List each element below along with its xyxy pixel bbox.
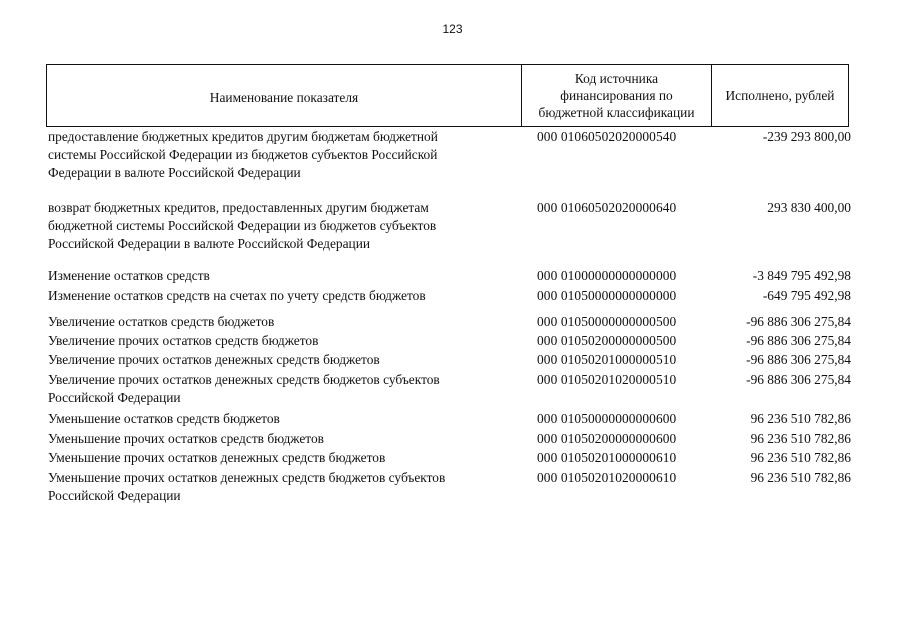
row-code: 000 01050200000000500 [537, 333, 677, 348]
row-name [48, 332, 526, 350]
row-amount: -3 849 795 492,98 [752, 268, 851, 283]
row-name-line: Российской Федерации в валюте Российской Федерации [48, 236, 371, 251]
row-name-line: Федерации в валюте Российской Федерации [48, 165, 301, 180]
row-name [48, 287, 526, 305]
row-name [48, 199, 526, 253]
row-name-line: Увеличение остатков средств бюджетов [48, 314, 275, 329]
row-name-line: системы Российской Федерации из бюджетов субъектов Российской [48, 147, 438, 162]
row-name-line: Российской Федерации [48, 488, 181, 503]
row-name-line: Уменьшение прочих остатков денежных средств бюджетов субъектов [48, 470, 446, 485]
row-name [48, 430, 526, 448]
row-amount: 96 236 510 782,86 [750, 470, 851, 485]
row-amount: -96 886 306 275,84 [746, 372, 851, 387]
row-name-line: Уменьшение прочих остатков денежных средств бюджетов [48, 450, 386, 465]
row-amount: 96 236 510 782,86 [750, 450, 851, 465]
row-name [48, 128, 526, 182]
row-code: 000 01060502020000640 [537, 200, 677, 215]
row-code: 000 01000000000000000 [537, 268, 677, 283]
header-executed-column: Исполнено, рублей [711, 65, 848, 126]
row-code: 000 01060502020000540 [537, 129, 677, 144]
row-code: 000 01050201020000610 [537, 470, 677, 485]
row-amount: 293 830 400,00 [767, 200, 851, 215]
row-name-line: Изменение остатков средств на счетах по учету средств бюджетов [48, 288, 426, 303]
row-name-line: Российской Федерации [48, 390, 181, 405]
header-name-column: Наименование показателя [209, 90, 359, 105]
row-name [48, 351, 526, 369]
row-code: 000 01050000000000600 [537, 411, 677, 426]
row-name-line: Уменьшение остатков средств бюджетов [48, 411, 280, 426]
row-code: 000 01050000000000000 [537, 288, 677, 303]
row-amount: 96 236 510 782,86 [750, 411, 851, 426]
row-name [48, 469, 526, 505]
row-amount: 96 236 510 782,86 [750, 431, 851, 446]
row-amount: -96 886 306 275,84 [746, 333, 851, 348]
row-amount: -96 886 306 275,84 [746, 314, 851, 329]
row-name-line: предоставление бюджетных кредитов другим бюджетам бюджетной [48, 129, 438, 144]
row-name-line: Изменение остатков средств [48, 268, 210, 283]
row-name [48, 410, 526, 428]
header-code-line3: бюджетной классификации [538, 105, 695, 120]
row-name-line: возврат бюджетных кредитов, предоставленных другим бюджетам [48, 200, 429, 215]
row-name [48, 267, 526, 285]
table-header [46, 64, 849, 127]
row-name-line: Уменьшение прочих остатков средств бюджетов [48, 431, 324, 446]
row-amount: -649 795 492,98 [762, 288, 851, 303]
row-name-line: бюджетной системы Российской Федерации из бюджетов субъектов [48, 218, 437, 233]
row-name [48, 313, 526, 331]
row-name [48, 449, 526, 467]
row-code: 000 01050201000000610 [537, 450, 677, 465]
row-name [48, 371, 526, 407]
row-name-line: Увеличение прочих остатков денежных средств бюджетов субъектов [48, 372, 440, 387]
header-code-line1: Код источника [574, 71, 659, 86]
header-code-column [521, 65, 711, 126]
header-code-line2: финансирования по [560, 88, 673, 103]
row-code: 000 01050200000000600 [537, 431, 677, 446]
row-name-line: Увеличение прочих остатков средств бюджетов [48, 333, 319, 348]
page-number: 123 [442, 22, 463, 36]
row-code: 000 01050201000000510 [537, 352, 677, 367]
row-amount: -239 293 800,00 [762, 129, 851, 144]
row-name-line: Увеличение прочих остатков денежных средств бюджетов [48, 352, 380, 367]
row-code: 000 01050000000000500 [537, 314, 677, 329]
row-amount: -96 886 306 275,84 [746, 352, 851, 367]
row-code: 000 01050201020000510 [537, 372, 677, 387]
